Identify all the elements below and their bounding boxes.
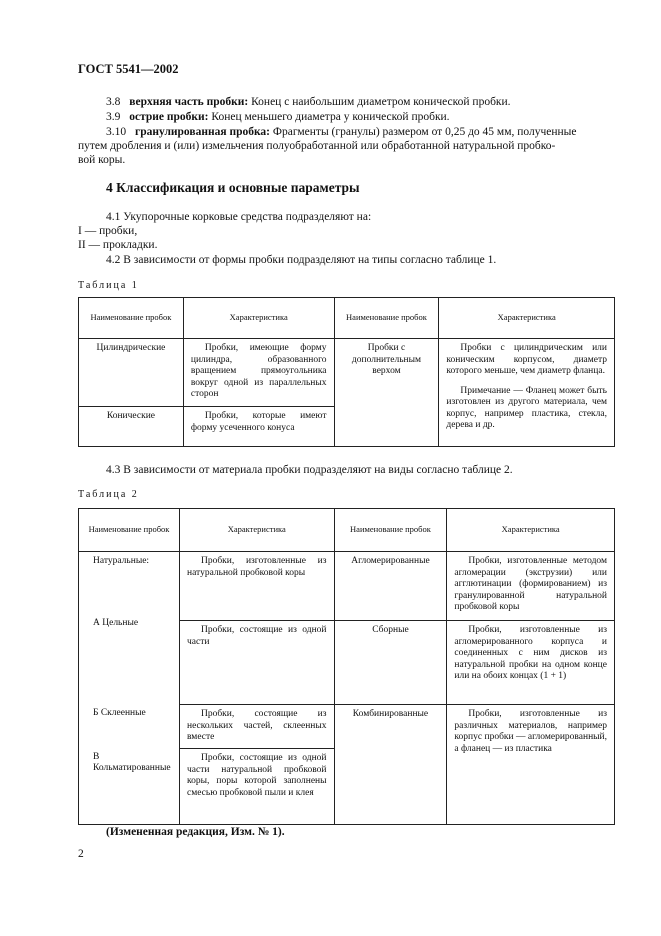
table-2-cell-name: Б Склеенные bbox=[93, 708, 146, 718]
section-title: 4 Классификация и основные параметры bbox=[106, 180, 360, 195]
definition-term: гранулированная пробка: bbox=[135, 126, 271, 138]
definition-text: Конец меньшего диаметра у конической пробки. bbox=[208, 111, 450, 123]
table-2-cell-characteristic: Пробки, состоящие из нескольких частей, склеенных вместе bbox=[179, 705, 334, 749]
paragraph-4-1: 4.1 Укупорочные корковые средства подразделяют на: bbox=[106, 211, 372, 223]
table-1-header-name-2: Наименование пробок bbox=[334, 298, 439, 339]
table-1-cell-characteristic: Пробки, которые имеют форму усеченного конуса bbox=[183, 407, 334, 447]
table-1-header-characteristic: Характеристика bbox=[183, 298, 334, 339]
definition-text: Конец с наибольшим диаметром конической пробки. bbox=[248, 96, 511, 108]
page-number: 2 bbox=[78, 848, 84, 860]
table-2-cell-name-right: Агломерированные bbox=[334, 552, 447, 621]
table-2-left-names bbox=[79, 552, 180, 825]
paragraph-4-3: 4.3 В зависимости от материала пробки подразделяют на виды согласно таблице 2. bbox=[106, 464, 513, 476]
amendment-note: (Измененная редакция, Изм. № 1). bbox=[106, 826, 285, 838]
table-2 bbox=[78, 508, 615, 825]
table-2-cell-name: А Цельные bbox=[93, 617, 139, 628]
table-2-header-characteristic: Характеристика bbox=[179, 509, 334, 552]
table-1-header-name: Наименование пробок bbox=[79, 298, 184, 339]
table-2-cell-characteristic-right: Пробки, изготовленные из различных материалов, например корпус пробки — агломерированный, а фланец — из пластика bbox=[447, 705, 615, 825]
list-item-2: II — прокладки. bbox=[78, 239, 158, 251]
table-2-cell-characteristic: Пробки, изготовленные из натуральной пробковой коры bbox=[179, 552, 334, 621]
table-2-cell-characteristic-right: Пробки, изготовленные методом агломерации (экструзии) или агглютинации (формированием) из гранулированной натуральной пробковой коры bbox=[447, 552, 615, 621]
definition-number: 3.9 bbox=[106, 111, 121, 123]
table-1-note: Примечание — Фланец может быть изготовлен из другого материала, чем корпус, например пластика, стекла, дерева и др. bbox=[446, 385, 607, 430]
table-1-cell-name-right: Пробки с дополнительным верхом bbox=[334, 339, 439, 447]
definition-3-10-line2: путем дробления и (или) измельчения полуобработанной или обработанной натуральной пробко- bbox=[78, 140, 556, 152]
definition-3-8 bbox=[106, 95, 511, 109]
table-2-cell-name-right: Сборные bbox=[334, 621, 447, 705]
table-2-cell-characteristic-right: Пробки, изготовленные из агломерированного корпуса и соединенных с ним дисков из натуральной пробки на одном конце или на обоих концах (1 + 1) bbox=[447, 621, 615, 705]
paragraph-4-2: 4.2 В зависимости от формы пробки подразделяют на типы согласно таблице 1. bbox=[106, 254, 497, 266]
definition-3-9 bbox=[106, 110, 450, 124]
table-2-header-characteristic-2: Характеристика bbox=[447, 509, 615, 552]
table-1-cell-characteristic-right bbox=[439, 339, 615, 447]
table-1-cell-name: Цилиндрические bbox=[79, 339, 184, 407]
definition-text: Фрагменты (гранулы) размером от 0,25 до 45 мм, полученные bbox=[270, 126, 577, 138]
table-1-characteristic-text: Пробки с цилиндрическим или коническим корпусом, диаметр которого меньше, чем диаметр фланца. bbox=[446, 343, 607, 376]
table-2-cell-name-right: Комбинированные bbox=[334, 705, 447, 825]
table-1-header-characteristic-2: Характеристика bbox=[439, 298, 615, 339]
table-2-header-name: Наименование пробок bbox=[79, 509, 180, 552]
table-1-cell-characteristic: Пробки, имеющие форму цилиндра, образованного вращением прямоугольника вокруг одной из параллельных сторон bbox=[183, 339, 334, 407]
definition-term: верхняя часть пробки: bbox=[129, 96, 249, 108]
definition-number: 3.8 bbox=[106, 96, 121, 108]
table-1-caption: Таблица 1 bbox=[78, 280, 139, 291]
table-2-caption: Таблица 2 bbox=[78, 489, 139, 500]
definition-number: 3.10 bbox=[106, 126, 127, 138]
table-2-cell-name: В Кольматированные bbox=[93, 751, 171, 773]
document-code: ГОСТ 5541—2002 bbox=[78, 62, 179, 76]
table-2-cell-characteristic: Пробки, состоящие из одной части натуральной пробковой коры, поры которой заполнены смесью пробковой пыли и клея bbox=[179, 749, 334, 825]
list-item-1: I — пробки, bbox=[78, 225, 138, 237]
definition-3-10 bbox=[106, 125, 616, 139]
table-1-cell-name: Конические bbox=[79, 407, 184, 447]
table-2-group-label: Натуральные: bbox=[93, 556, 150, 566]
table-2-cell-characteristic: Пробки, состоящие из одной части bbox=[179, 621, 334, 705]
table-2-header-name-2: Наименование пробок bbox=[334, 509, 447, 552]
table-1 bbox=[78, 297, 615, 447]
definition-term: острие пробки: bbox=[129, 111, 209, 123]
definition-3-10-line3: вой коры. bbox=[78, 154, 126, 166]
